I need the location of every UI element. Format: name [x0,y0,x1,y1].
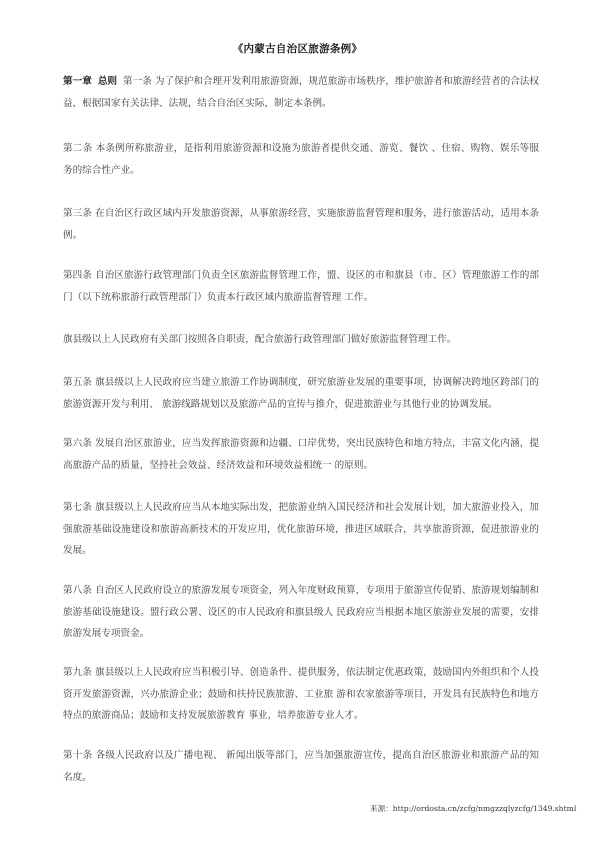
chapter-label: 第一章 [63,76,92,87]
document-title: 《内蒙古自治区旅游条例》 [232,43,363,55]
article-2: 第二条 本条例所称旅游业，是指利用旅游资源和设施为旅游者提供交通、游览、餐饮 、住宿、购物、娱乐等服务的综合性产业。 [63,143,539,176]
article-6: 第六条 发展自治区旅游业，应当发挥旅游资源和边疆、口岸优势，突出民族特色和地方特点，丰富文化内涵，提高旅游产品的质量，坚持社会效益、经济效益和环境效益相统一 的原则。 [63,438,539,471]
article-8: 第八条 自治区人民政府设立的旅游发展专项资金，列入年度财政预算，专项用于旅游宣传促销、旅游规划编制和旅游基础设施建设。盟行政公署、设区的市人民政府和旗县级人 民政府应当根据本地区旅游业发展的需要，安排旅游发展专项资金。 [63,585,539,639]
article-7: 第七条 旗县级以上人民政府应当从本地实际出发，把旅游业纳入国民经济和社会发展计划，加大旅游业投入，加强旅游基础设施建设和旅游高新技术的开发应用，优化旅游环境，推进区域联合，共享旅游资源，促进旅游业的发展。 [63,502,539,556]
article-1-paragraph [63,71,539,114]
article-1: 第一条 为了保护和合理开发利用旅游资源，规范旅游市场秩序，维护旅游者和旅游经营者的合法权益，根据国家有关法律、法规，结合自治区实际，制定本条例。 [63,76,539,109]
source-link[interactable]: 来源：http://ordosta.cn/zcfg/nmgzzqlyzcfg/1349.shtml [370,804,577,813]
chapter-name: 总则 [97,76,118,87]
article-10: 第十条 各级人民政府以及广播电视、 新闻出版等部门，应当加强旅游宣传，提高自治区旅游业和旅游产品的知名度。 [63,750,539,783]
article-5: 第五条 旗县级以上人民政府应当建立旅游工作协调制度，研究旅游业发展的重要事项，协调解决跨地区跨部门的旅游资源开发与利用、 旅游线路规划以及旅游产品的宣传与推介，促进旅游业与其他行业的协调发展。 [63,377,539,410]
article-4: 第四条 自治区旅游行政管理部门负责全区旅游监督管理工作，盟、设区的市和旗县（市、区）管理旅游工作的部门（以下统称旅游行政管理部门）负责本行政区域内旅游监督管理 工作。 [63,270,539,303]
article-3: 第三条 在自治区行政区域内开发旅游资源，从事旅游经营，实施旅游监督管理和服务，进行旅游活动，适用本条例。 [63,208,539,241]
article-4-supplement: 旗县级以上人民政府有关部门按照各自职责，配合旅游行政管理部门做好旅游监督管理工作。 [63,334,457,345]
article-9: 第九条 旗县级以上人民政府应当积极引导、创造条件、提供服务，依法制定优惠政策，鼓励国内外组织和个人投资开发旅游资源，兴办旅游企业；鼓励和扶持民族旅游、工业旅 游和农家旅游等项目，开发具有民族特色和地方特点的旅游商品；鼓励和支持发展旅游教育 事业，培养旅游专业人才。 [63,667,539,721]
